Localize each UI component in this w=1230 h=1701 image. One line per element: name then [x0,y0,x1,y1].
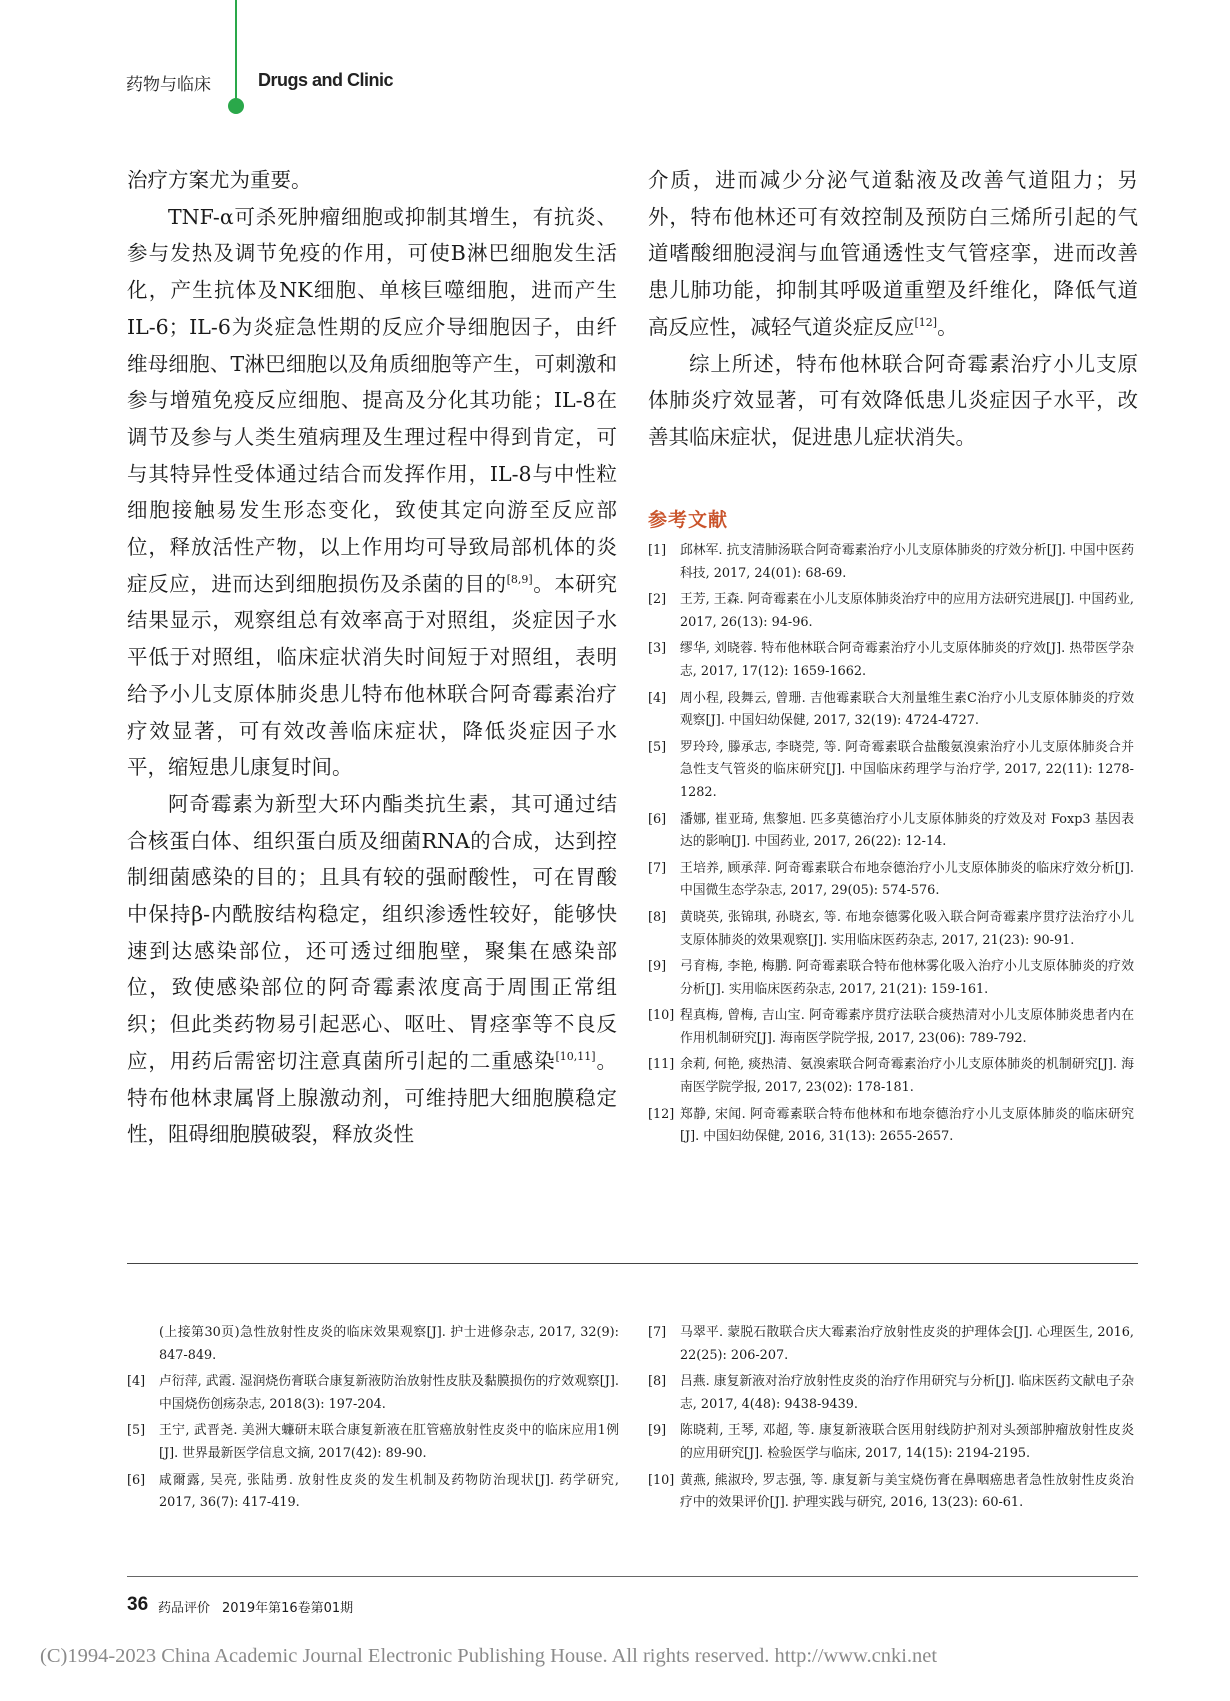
paragraph [127,199,617,786]
reference-item [648,1104,1134,1149]
reference-item [648,1054,1134,1099]
header-dot [228,98,244,114]
continued-references-right [648,1322,1134,1519]
reference-number: [8] [648,909,667,925]
reference-number: [1] [648,543,667,558]
reference-item [127,1470,619,1515]
reference-number: [3] [648,641,667,657]
reference-text: 王宁, 武晋尧. 美洲大蠊研末联合康复新液在肛管癌放射性皮炎中的临床应用1例[J]. 世界最新医学信息文摘, 2017(42): 89-90. [159,1423,619,1461]
reference-text: 缪华, 刘晓蓉. 特布他林联合阿奇霉素治疗小儿支原体肺炎的疗效[J]. 热带医学杂志, 2017, 17(12): 1659-1662. [680,641,1134,679]
reference-number: [10] [648,1472,675,1488]
reference-number: [7] [648,860,667,876]
reference-item [648,809,1134,854]
reference-item [648,688,1134,733]
journal-section-en: Drugs and Clinic [258,70,394,90]
reference-text: 周小程, 段舞云, 曾珊. 吉他霉素联合大剂量维生素C治疗小儿支原体肺炎的疗效观察[J]. 中国妇幼保健, 2017, 32(19): 4724-4727. [680,690,1134,729]
reference-item [127,1322,619,1367]
paragraph-text: 阿奇霉素为新型大环内酯类抗生素，其可通过结合核蛋白体、组织蛋白质及细菌RNA的合成，达到控制细菌感染的目的；且具有较的强耐酸性，可在胃酸中保持β-内酰胺结构稳定，组织渗透性较好，能够快速到达感染部位，还可透过细胞壁，聚集在感染部位，致使感染部位的阿奇霉素浓度高于周围正常组织；但此类药物易引起恶心、呕吐、胃痉挛等不良反应，用药后需密切注意真菌所引起的二重感染 [127,791,617,1073]
reference-number: [12] [648,1106,675,1122]
paragraph-text: 。本研究结果显示，观察组总有效率高于对照组，炎症因子水平低于对照组，临床症状消失时间短于对照组，表明给予小儿支原体肺炎患儿特布他林联合阿奇霉素治疗疗效显著，可有效改善临床症状，降低炎症因子水平，缩短患儿康复时间。 [127,571,618,780]
reference-text: 余莉, 何艳, 痰热清、氨溴索联合阿奇霉素治疗小儿支原体肺炎的机制研究[J]. 海南医学院学报, 2017, 23(02): 178-181. [680,1057,1134,1096]
reference-number: [5] [648,739,667,755]
reference-item [648,737,1134,805]
reference-number: [9] [648,1423,667,1439]
section-divider [127,1263,1138,1264]
reference-number: [2] [648,592,667,608]
reference-text: 王芳, 王森. 阿奇霉素在小儿支原体肺炎治疗中的应用方法研究进展[J]. 中国药业, 2017, 26(13): 94-96. [680,592,1134,630]
references-list [648,540,1134,1153]
reference-text: 咸爾露, 吴亮, 张陆勇. 放射性皮炎的发生机制及药物防治现状[J]. 药学研究, 2017, 36(7): 417-419. [159,1472,619,1511]
reference-text: 弓育梅, 李艳, 梅鹏. 阿奇霉素联合特布他林雾化吸入治疗小儿支原体肺炎的疗效分析[J]. 实用临床医药杂志, 2017, 21(21): 159-161. [680,959,1134,997]
reference-item [127,1371,619,1416]
reference-text: 陈晓莉, 王琴, 邓超, 等. 康复新液联合医用射线防护剂对头颈部肿瘤放射性皮炎的应用研究[J]. 检验医学与临床, 2017, 14(15): 2194-2195. [680,1423,1134,1461]
paragraph-text: 。特布他林隶属肾上腺激动剂，可维持肥大细胞膜稳定性，阻碍细胞膜破裂，释放炎性 [127,1048,618,1147]
reference-item [648,540,1134,585]
continued-reference-text: (上接第30页)急性放射性皮炎的临床效果观察[J]. 护士进修杂志, 2017, 32(9): 847-849. [159,1325,619,1363]
reference-item [648,956,1134,1001]
reference-number: [4] [648,690,667,706]
reference-number: [4] [127,1374,146,1390]
reference-number: [6] [127,1472,146,1488]
reference-text: 卢衍萍, 武霞. 湿润烧伤膏联合康复新液防治放射性皮肤及黏膜损伤的疗效观察[J]. 中国烧伤创疡杂志, 2018(3): 197-204. [159,1374,619,1412]
paragraph [648,162,1138,346]
reference-number: [9] [648,959,667,975]
reference-text: 潘娜, 崔亚琦, 焦黎旭. 匹多莫德治疗小儿支原体肺炎的疗效及对 Foxp3 基因表达的影响[J]. 中国药业, 2017, 26(22): 12-14. [680,811,1134,850]
reference-text: 王培养, 顾承萍. 阿奇霉素联合布地奈德治疗小儿支原体肺炎的临床疗效分析[J]. 中国微生态学杂志, 2017, 29(05): 574-576. [680,860,1134,899]
paragraph-text: 治疗方案尤为重要。 [127,168,312,192]
continued-references-left [127,1322,619,1519]
reference-text: 黄燕, 熊淑玲, 罗志强, 等. 康复新与美宝烧伤膏在鼻咽癌患者急性放射性皮炎治疗中的效果评价[J]. 护理实践与研究, 2016, 13(23): 60-61. [680,1472,1134,1511]
reference-number: [8] [648,1374,667,1390]
reference-item [127,1420,619,1465]
copyright-watermark: (C)1994-2023 China Academic Journal Electronic Publishing House. All rights reserved. http://www.cnki.net [40,1645,938,1667]
citation: [8,9] [506,572,533,586]
right-body-column [648,162,1138,456]
reference-number: [7] [648,1325,667,1340]
reference-text: 罗玲玲, 滕承志, 李晓莞, 等. 阿奇霉素联合盐酸氨溴索治疗小儿支原体肺炎合并急性支气管炎的临床研究[J]. 中国临床药理学与治疗学, 2017, 22(11): 1278-1282. [680,739,1134,800]
citation: [12] [914,315,938,329]
reference-item [648,1420,1134,1465]
reference-number: [5] [127,1423,146,1439]
reference-item [648,907,1134,952]
reference-number: [11] [648,1057,675,1073]
reference-text: 马翠平. 蒙脱石散联合庆大霉素治疗放射性皮炎的护理体会[J]. 心理医生, 2016, 22(25): 206-207. [680,1325,1134,1363]
footer-journal-name: 药品评价 [158,1601,211,1616]
footer-issue: 2019年第16卷第01期 [222,1601,354,1616]
paragraph [648,346,1138,456]
header-vertical-rule [235,0,237,100]
journal-section-cn: 药物与临床 [126,75,211,95]
reference-number-blank [127,1322,159,1367]
reference-item [648,1322,1134,1367]
paragraph [127,162,617,199]
footer-rule [127,1576,1138,1577]
left-body-column [127,162,617,1153]
reference-text: 邱林军. 抗支清肺汤联合阿奇霉素治疗小儿支原体肺炎的疗效分析[J]. 中国中医药科技, 2017, 24(01): 68-69. [680,543,1134,581]
reference-item [648,1470,1134,1515]
reference-item [648,638,1134,683]
reference-text: 吕燕. 康复新液对治疗放射性皮炎的治疗作用研究与分析[J]. 临床医药文献电子杂志, 2017, 4(48): 9438-9439. [680,1374,1134,1412]
reference-text: 郑静, 宋闻. 阿奇霉素联合特布他林和布地奈德治疗小儿支原体肺炎的临床研究[J]. 中国妇幼保健, 2016, 31(13): 2655-2657. [680,1106,1134,1145]
paragraph-text: 。 [937,314,958,339]
reference-text: 程真梅, 曾梅, 吉山宝. 阿奇霉素序贯疗法联合痰热清对小儿支原体肺炎患者内在作用机制研究[J]. 海南医学院学报, 2017, 23(06): 789-792. [680,1008,1134,1046]
references-heading: 参考文献 [648,509,729,531]
reference-item [648,1005,1134,1050]
reference-text: 黄晓英, 张锦琪, 孙晓玄, 等. 布地奈德雾化吸入联合阿奇霉素序贯疗法治疗小儿支原体肺炎的效果观察[J]. 实用临床医药杂志, 2017, 21(23): 90-91. [680,909,1134,948]
reference-number: [6] [648,811,667,827]
reference-item [648,589,1134,634]
reference-item [648,858,1134,903]
paragraph-text: 介质，进而减少分泌气道黏液及改善气道阻力；另外，特布他林还可有效控制及预防白三烯所引起的气道嗜酸细胞浸润与血管通透性支气管痉挛，进而改善患儿肺功能，抑制其呼吸道重塑及纤维化，降低气道高反应性，减轻气道炎症反应 [648,168,1138,339]
paragraph-text: TNF-α可杀死肿瘤细胞或抑制其增生，有抗炎、参与发热及调节免疫的作用，可使B淋巴细胞发生活化，产生抗体及NK细胞、单核巨噬细胞，进而产生IL-6；IL-6为炎症急性期的反应介导细胞因子，由纤维母细胞、T淋巴细胞以及角质细胞等产生，可刺激和参与增殖免疫反应细胞、提高及分化其功能；IL-8在调节及参与人类生殖病理及生理过程中得到肯定，可与其特异性受体通过结合而发挥作用，IL-8与中性粒细胞接触易发生形态变化，致使其定向游至反应部位，释放活性产物，以上作用均可导致局部机体的炎症反应，进而达到细胞损伤及杀菌的目的 [127,204,617,596]
paragraph-text: 综上所述，特布他林联合阿奇霉素治疗小儿支原体肺炎疗效显著，可有效降低患儿炎症因子水平，改善其临床症状，促进患儿症状消失。 [648,351,1138,449]
reference-number: [10] [648,1008,675,1024]
page-number: 36 [127,1594,149,1615]
citation: [10,11] [555,1050,596,1064]
reference-item [648,1371,1134,1416]
paragraph [127,786,617,1153]
